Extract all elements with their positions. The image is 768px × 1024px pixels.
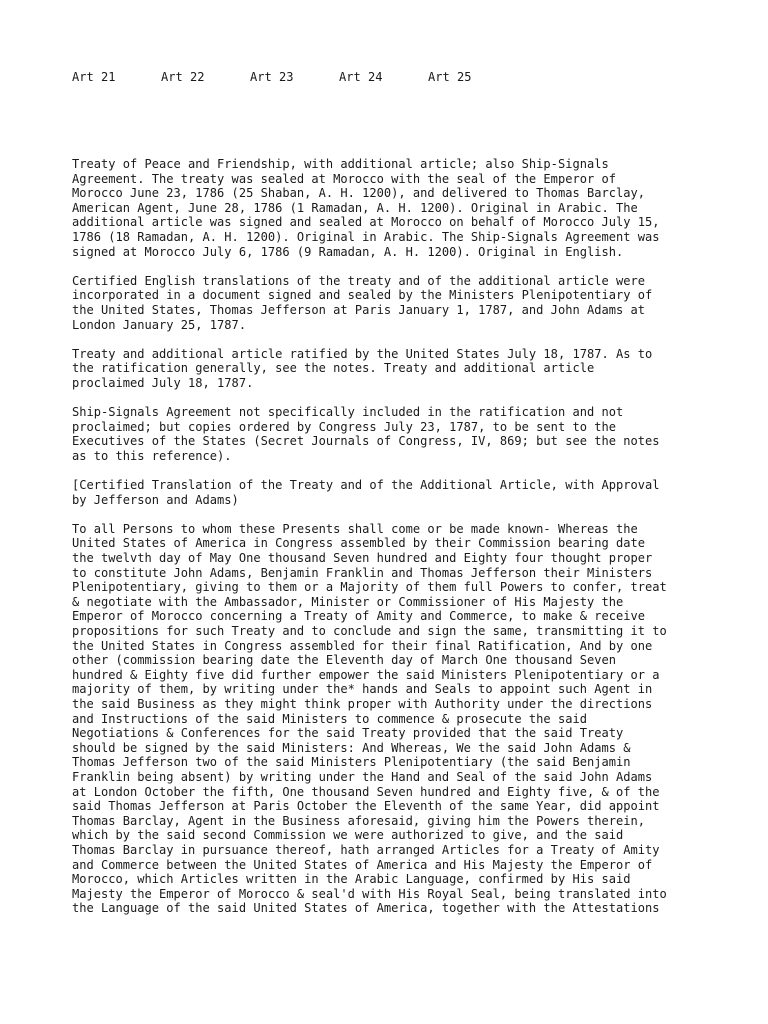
article-link-23[interactable]: Art 23: [250, 70, 294, 84]
article-navigation: [72, 70, 517, 85]
document-body: [72, 157, 712, 930]
ratification-paragraph: Treaty and additional article ratified by the United States July 18, 1787. As to the ratification generally, see the notes. Treaty and additional article proclaimed July 18, 1787.: [72, 346, 653, 390]
article-link-24[interactable]: Art 24: [339, 70, 383, 84]
article-link-25[interactable]: Art 25: [428, 70, 472, 84]
certified-translation-heading: [Certified Translation of the Treaty and of the Additional Article, with Approval by Jefferson and Adams): [72, 478, 660, 507]
treaty-summary-paragraph: Treaty of Peace and Friendship, with additional article; also Ship-Signals Agreement. The treaty was sealed at Morocco with the seal of the Emperor of Morocco June 23, 1786 (25 Shaban, A. H. 1200), and delivered to Thomas Barclay, American Agent, June 28, 1786 (1 Ramadan, A. H. 1200). Original in Arabic. The additional article was signed and sealed at Morocco on behalf of Morocco July 15, 1786 (18 Ramadan, A. H. 1200). Original in Arabic. The Ship-Signals Agreement was signed at Morocco July 6, 1786 (9 Ramadan, A. H. 1200). Original in English.: [72, 157, 660, 259]
article-link-22[interactable]: Art 22: [161, 70, 205, 84]
ship-signals-paragraph: Ship-Signals Agreement not specifically included in the ratification and not proclaimed; but copies ordered by Congress July 23, 1787, to be sent to the Executives of the States (Secret Journals of Congress, IV, 869; but see the notes as to this reference).: [72, 405, 660, 463]
treaty-preamble-paragraph: To all Persons to whom these Presents shall come or be made known- Whereas the United States of America in Congress assembled by their Commission bearing date the twelvth day of May One thousand Seven hundred and Eighty four thought proper to constitute John Adams, Benjamin Franklin and Thomas Jefferson their Ministers Plenipotentiary, giving to them or a Majority of them full Powers to confer, treat & negotiate with the Ambassador, Minister or Commissioner of His Majesty the Emperor of Morocco concerning a Treaty of Amity and Commerce, to make & receive propositions for such Treaty and to conclude and sign the same, transmitting it to the United States in Congress assembled for their final Ratification, And by one other (commission bearing date the Eleventh day of March One thousand Seven hundred & Eighty five did further empower the said Ministers Plenipotentiary or a majority of them, by writing under the* hands and Seals to appoint such Agent in the said Business as they might think proper with Authority under the directions and Instructions of the said Ministers to commence & prosecute the said Negotiations & Conferences for the said Treaty provided that the said Treaty should be signed by the said Ministers: And Whereas, We the said John Adams & Thomas Jefferson two of the said Ministers Plenipotentiary (the said Benjamin Franklin being absent) by writing under the Hand and Seal of the said John Adams at London October the fifth, One thousand Seven hundred and Eighty five, & of the said Thomas Jefferson at Paris October the Eleventh of the same Year, did appoint Thomas Barclay, Agent in the Business aforesaid, giving him the Powers therein, which by the said second Commission we were authorized to give, and the said Thomas Barclay in pursuance thereof, hath arranged Articles for a Treaty of Amity and Commerce between the United States of America and His Majesty the Emperor of Morocco, which Articles written in the Arabic Language, confirmed by His said Majesty the Emperor of Morocco & seal'd with His Royal Seal, being translated into the Language of the said United States of America, together with the Attestations: [72, 521, 667, 916]
translations-paragraph: Certified English translations of the treaty and of the additional article were incorporated in a document signed and sealed by the Ministers Plenipotentiary of the United States, Thomas Jefferson at Paris January 1, 1787, and John Adams at London January 25, 1787.: [72, 273, 653, 332]
article-link-21[interactable]: Art 21: [72, 70, 116, 84]
